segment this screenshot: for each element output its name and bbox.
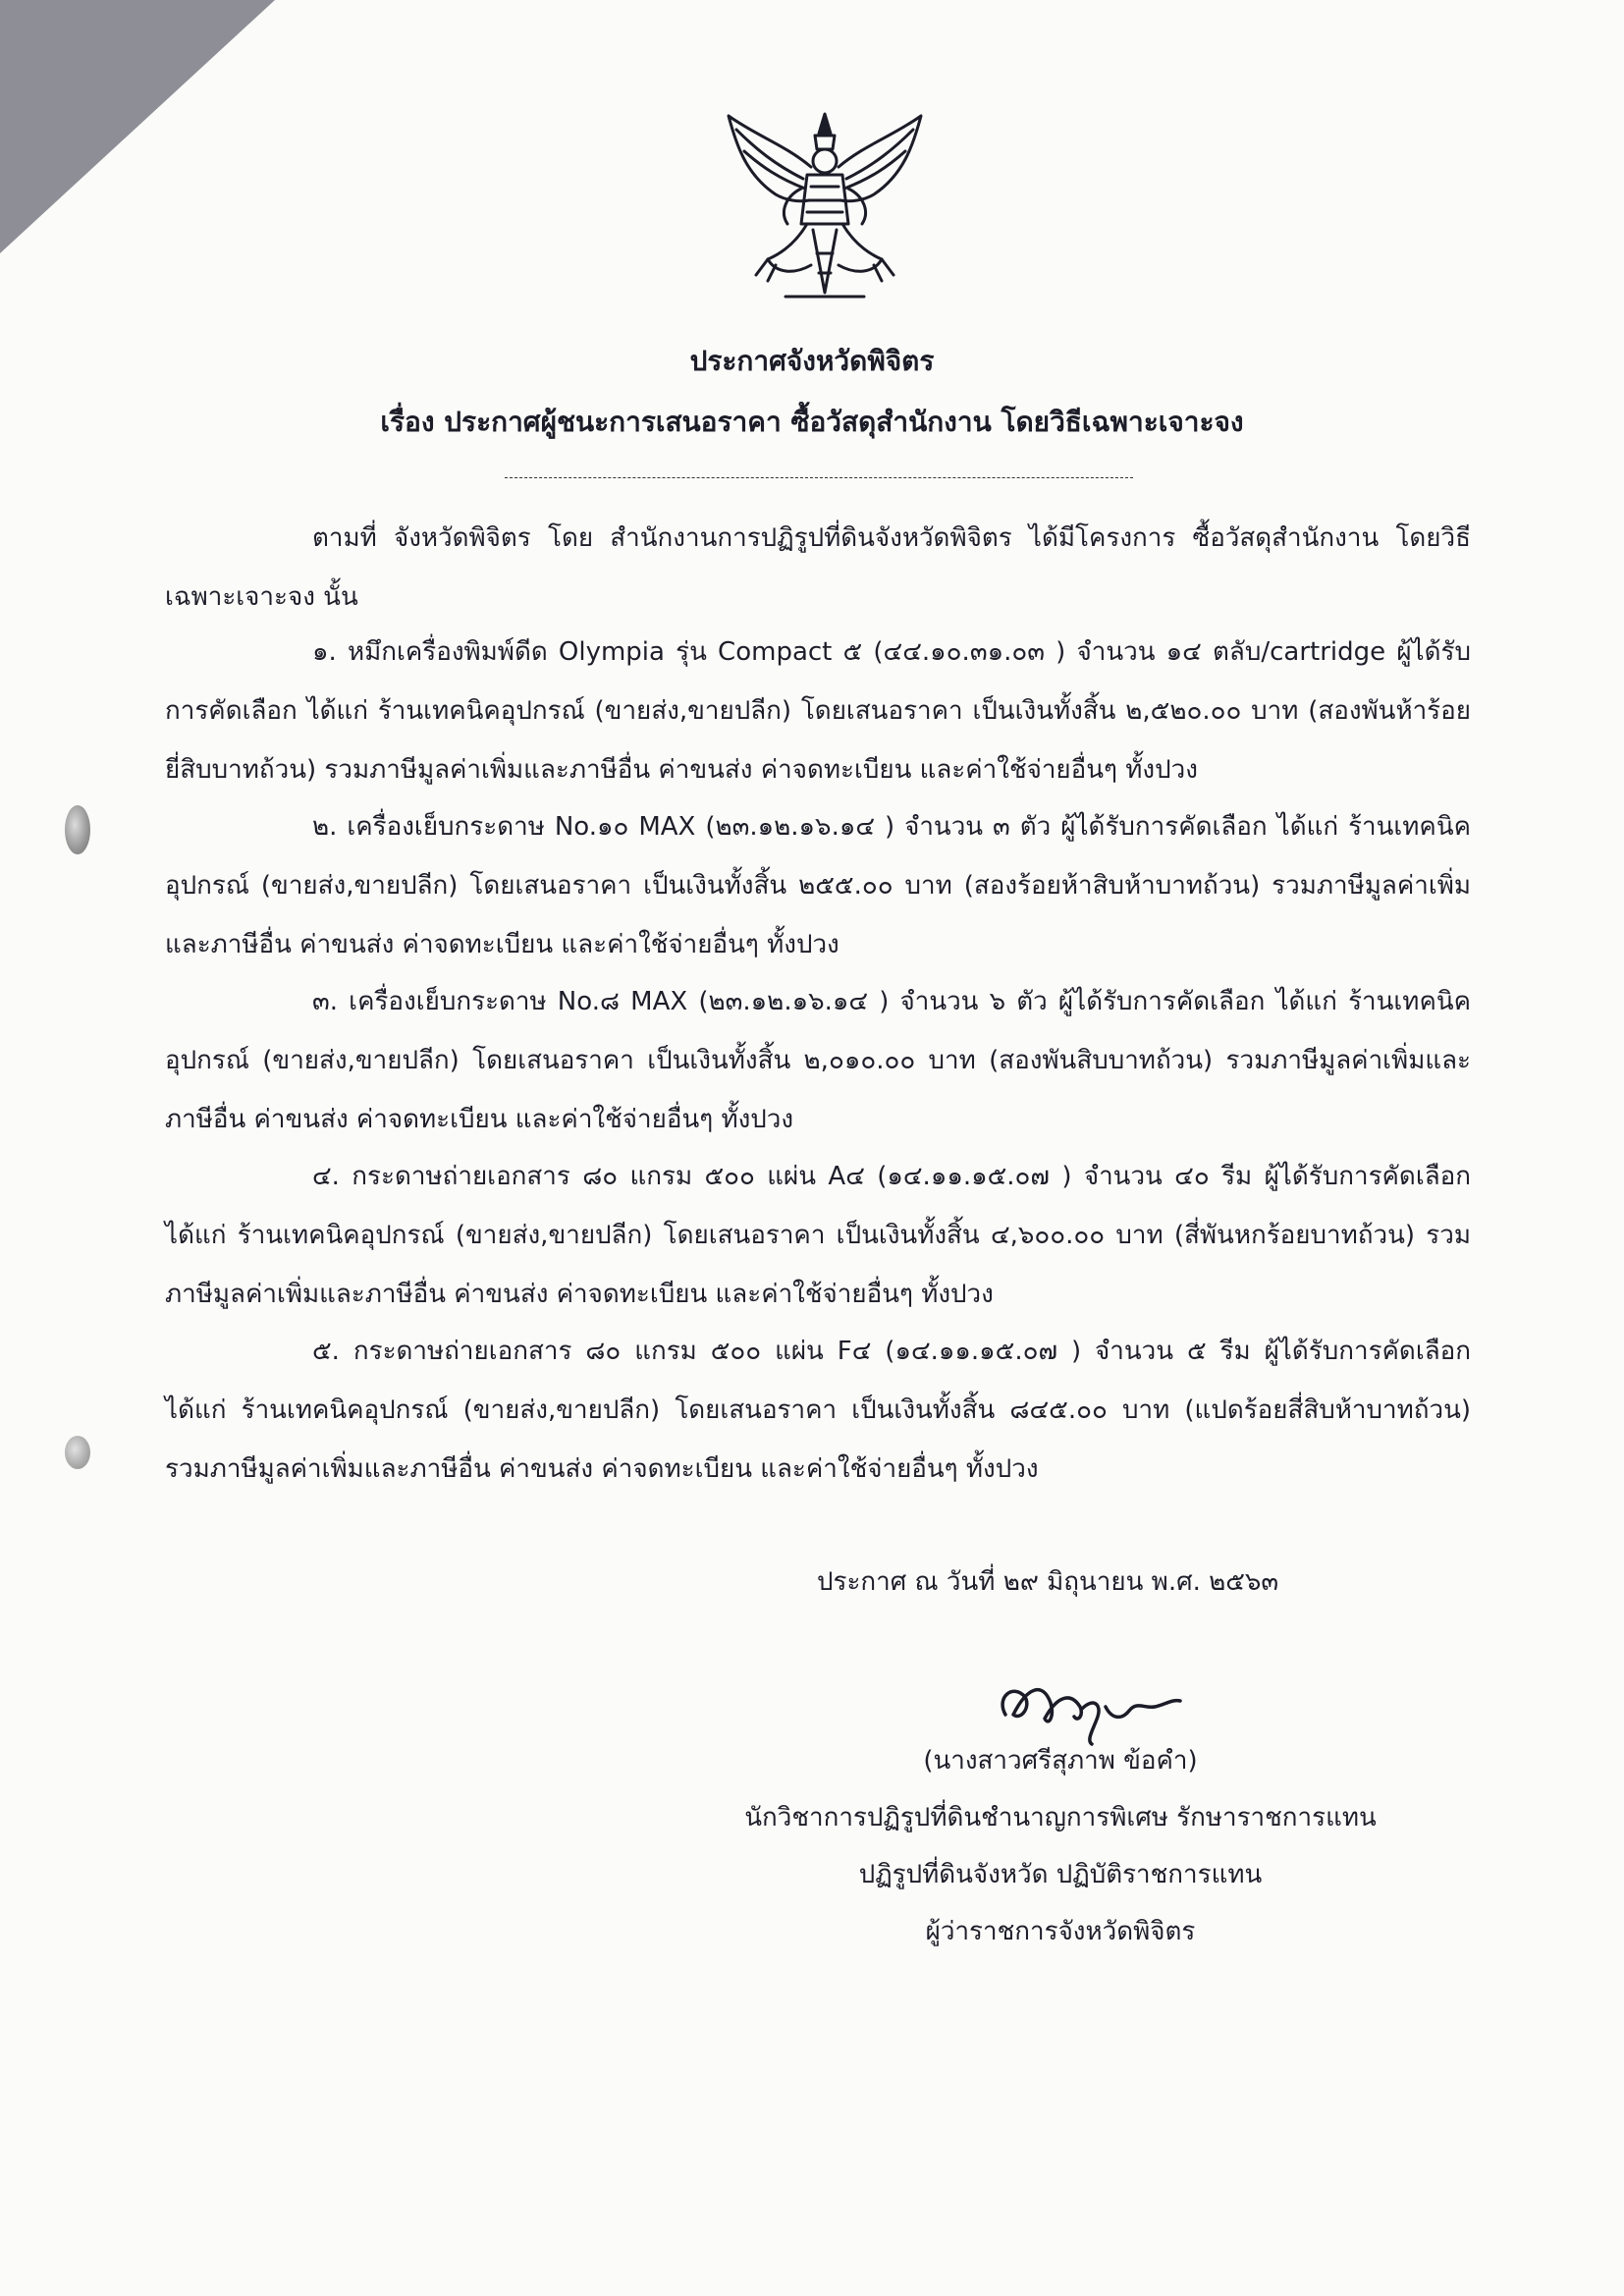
signatory-position: นักวิชาการปฏิรูปที่ดินชำนาญการพิเศษ รักษาราชการแทน <box>744 1803 1377 1832</box>
item-paragraph: ๔. กระดาษถ่ายเอกสาร ๘๐ แกรม ๕๐๐ แผ่น A๔ (๑๔.๑๑.๑๕.๐๗ ) จำนวน ๔๐ รีม ผู้ได้รับการคัดเลือก ได้แก่ ร้านเทคนิคอุปกรณ์ (ขายส่ง,ขายปลีก) โดยเสนอราคา เป็นเงินทั้งสิ้น ๔,๖๐๐.๐๐ บาท (สี่พันหกร้อยบาทถ้วน) รวมภาษีมูลค่าเพิ่มและภาษีอื่น ค่าขนส่ง ค่าจดทะเบียน และค่าใช้จ่ายอื่นๆ ทั้งปวง <box>165 1162 1471 1309</box>
signatory-position: ผู้ว่าราชการจังหวัดพิจิตร <box>925 1917 1196 1946</box>
punch-hole <box>65 1436 90 1469</box>
item-paragraph: ๓. เครื่องเย็บกระดาษ No.๘ MAX (๒๓.๑๒.๑๖.๑๔ ) จำนวน ๖ ตัว ผู้ได้รับการคัดเลือก ได้แก่ ร้านเทคนิคอุปกรณ์ (ขายส่ง,ขายปลีก) โดยเสนอราคา เป็นเงินทั้งสิ้น ๒,๐๑๐.๐๐ บาท (สองพันสิบบาทถ้วน) รวมภาษีมูลค่าเพิ่มและภาษีอื่น ค่าขนส่ง ค่าจดทะเบียน และค่าใช้จ่ายอื่นๆ ทั้งปวง <box>165 987 1471 1134</box>
signatory-name: (นางสาวศรีสุภาพ ข้อคำ) <box>923 1746 1198 1776</box>
intro-paragraph: ตามที่ จังหวัดพิจิตร โดย สำนักงานการปฏิรูปที่ดินจังหวัดพิจิตร ได้มีโครงการ ซื้อวัสดุสำนักงาน โดยวิธีเฉพาะเจาะจง นั้น <box>165 523 1471 612</box>
signatory-position: ปฏิรูปที่ดินจังหวัด ปฏิบัติราชการแทน <box>858 1860 1263 1889</box>
item-paragraph: ๒. เครื่องเย็บกระดาษ No.๑๐ MAX (๒๓.๑๒.๑๖.๑๔ ) จำนวน ๓ ตัว ผู้ได้รับการคัดเลือก ได้แก่ ร้านเทคนิคอุปกรณ์ (ขายส่ง,ขายปลีก) โดยเสนอราคา เป็นเงินทั้งสิ้น ๒๕๕.๐๐ บาท (สองร้อยห้าสิบห้าบาทถ้วน) รวมภาษีมูลค่าเพิ่มและภาษีอื่น ค่าขนส่ง ค่าจดทะเบียน และค่าใช้จ่ายอื่นๆ ทั้งปวง <box>165 812 1471 959</box>
item-paragraph: ๕. กระดาษถ่ายเอกสาร ๘๐ แกรม ๕๐๐ แผ่น F๔ (๑๔.๑๑.๑๕.๐๗ ) จำนวน ๕ รีม ผู้ได้รับการคัดเลือก ได้แก่ ร้านเทคนิคอุปกรณ์ (ขายส่ง,ขายปลีก) โดยเสนอราคา เป็นเงินทั้งสิ้น ๘๔๕.๐๐ บาท (แปดร้อยสี่สิบห้าบาทถ้วน) รวมภาษีมูลค่าเพิ่มและภาษีอื่น ค่าขนส่ง ค่าจดทะเบียน และค่าใช้จ่ายอื่นๆ ทั้งปวง <box>165 1337 1471 1484</box>
announcement-date: ประกาศ ณ วันที่ ๒๙ มิถุนายน พ.ศ. ๒๕๖๓ <box>817 1567 1279 1597</box>
document-subject: เรื่อง ประกาศผู้ชนะการเสนอราคา ซื้อวัสดุสำนักงาน โดยวิธีเฉพาะเจาะจง <box>380 406 1244 438</box>
punch-hole <box>65 805 90 854</box>
folded-corner <box>0 0 275 253</box>
item-paragraph: ๑. หมึกเครื่องพิมพ์ดีด Olympia รุ่น Compact ๕ (๔๔.๑๐.๓๑.๐๓ ) จำนวน ๑๔ ตลับ/cartridge ผู้ได้รับการคัดเลือก ได้แก่ ร้านเทคนิคอุปกรณ์ (ขายส่ง,ขายปลีก) โดยเสนอราคา เป็นเงินทั้งสิ้น ๒,๕๒๐.๐๐ บาท (สองพันห้าร้อยยี่สิบบาทถ้วน) รวมภาษีมูลค่าเพิ่มและภาษีอื่น ค่าขนส่ง ค่าจดทะเบียน และค่าใช้จ่ายอื่นๆ ทั้งปวง <box>165 637 1471 785</box>
garuda-emblem-icon <box>717 106 933 307</box>
divider <box>505 477 1133 478</box>
signature-icon <box>992 1658 1188 1746</box>
document-title: ประกาศจังหวัดพิจิตร <box>689 345 935 377</box>
